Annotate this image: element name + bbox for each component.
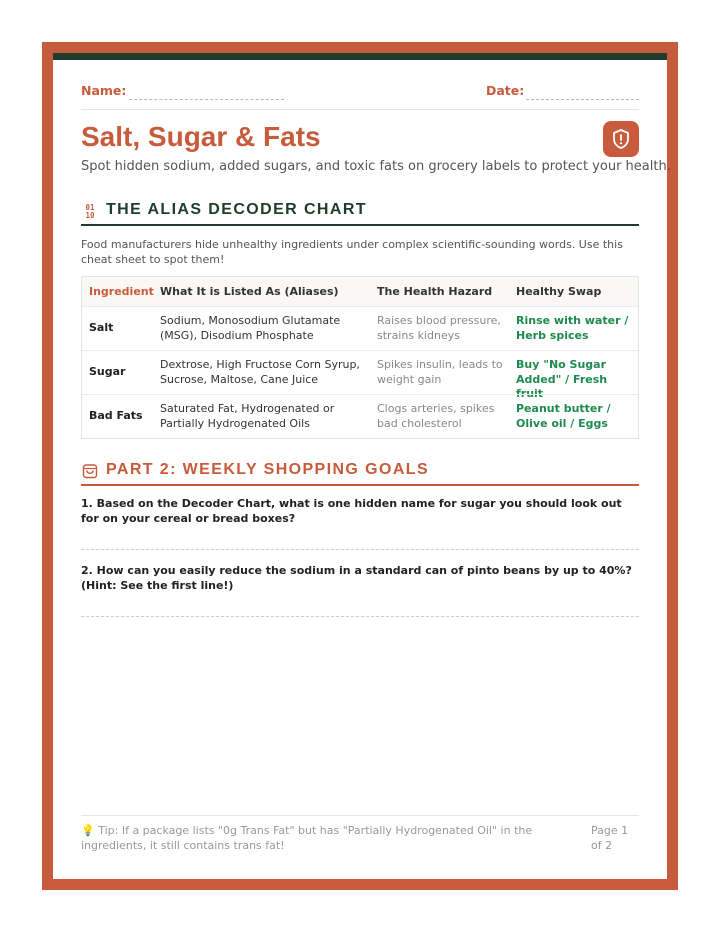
page-border bbox=[42, 42, 678, 890]
table-row bbox=[82, 306, 638, 350]
aliases-cell: Dextrose, High Fructose Corn Syrup, Sucrose, Maltose, Cane Juice bbox=[160, 358, 360, 386]
column-header: Ingredient bbox=[89, 285, 154, 298]
hazard-cell: Spikes insulin, leads to weight gain bbox=[377, 358, 503, 386]
section-heading: THE ALIAS DECODER CHART bbox=[106, 201, 367, 218]
column-header: What It is Listed As (Aliases) bbox=[160, 285, 339, 298]
section-alias-decoder-header bbox=[81, 198, 639, 224]
shield-alert-icon bbox=[603, 121, 639, 157]
aliases-cell: Sodium, Monosodium Glutamate (MSG), Disodium Phosphate bbox=[160, 314, 341, 342]
question-1: 1. Based on the Decoder Chart, what is one hidden name for sugar you should look out for on your cereal or bread boxes? bbox=[81, 497, 622, 525]
lightbulb-icon: 💡 bbox=[81, 824, 95, 837]
ingredient-cell: Bad Fats bbox=[89, 409, 143, 422]
table-header-row bbox=[82, 277, 638, 306]
hazard-cell: Raises blood pressure, strains kidneys bbox=[377, 314, 501, 342]
top-accent-bar bbox=[53, 53, 667, 60]
shopping-bag-icon bbox=[81, 462, 99, 480]
question-2: 2. How can you easily reduce the sodium in a standard can of pinto beans by up to 40%? (Hint: See the first line!) bbox=[81, 564, 632, 592]
swap-cell: Peanut butter / Olive oil / Eggs bbox=[516, 402, 611, 430]
page-number: Page 1 of 2 bbox=[591, 824, 629, 852]
svg-text:01: 01 bbox=[85, 203, 95, 212]
alias-decoder-table bbox=[81, 276, 639, 439]
section-heading: PART 2: WEEKLY SHOPPING GOALS bbox=[106, 461, 430, 478]
page-title: Salt, Sugar & Fats bbox=[81, 121, 321, 152]
section-intro: Food manufacturers hide unhealthy ingredients under complex scientific-sounding words. Use this cheat sheet to spot them! bbox=[81, 238, 623, 266]
date-label: Date: bbox=[486, 83, 525, 98]
column-header: Healthy Swap bbox=[516, 285, 602, 298]
section-divider bbox=[81, 224, 639, 226]
table-row bbox=[82, 394, 638, 438]
tip-content: Tip: If a package lists "0g Trans Fat" but has "Partially Hydrogenated Oil" in the ingredients, it still contains trans fat! bbox=[81, 824, 533, 852]
ingredient-cell: Sugar bbox=[89, 365, 126, 378]
answer-line-1[interactable] bbox=[81, 549, 639, 550]
worksheet-page bbox=[53, 53, 671, 879]
date-field[interactable] bbox=[526, 98, 639, 100]
answer-line-2[interactable] bbox=[81, 616, 639, 617]
aliases-cell: Saturated Fat, Hydrogenated or Partially Hydrogenated Oils bbox=[160, 402, 335, 430]
name-field[interactable] bbox=[129, 98, 284, 100]
ingredient-cell: Salt bbox=[89, 321, 114, 334]
section-divider bbox=[81, 484, 639, 486]
page-subtitle: Spot hidden sodium, added sugars, and toxic fats on grocery labels to protect your health. bbox=[81, 159, 671, 174]
column-header: The Health Hazard bbox=[377, 285, 493, 298]
swap-cell: Rinse with water / Herb spices bbox=[516, 314, 629, 342]
section-shopping-goals-header bbox=[81, 458, 639, 484]
swap-cell: Buy "No Sugar Added" / Fresh fruit bbox=[516, 358, 608, 400]
name-label: Name: bbox=[81, 83, 127, 98]
footer bbox=[81, 815, 639, 852]
hazard-cell: Clogs arteries, spikes bad cholesterol bbox=[377, 402, 495, 430]
name-date-row bbox=[81, 83, 639, 110]
svg-text:10: 10 bbox=[85, 211, 95, 220]
binary-icon bbox=[81, 202, 99, 220]
tip-text bbox=[81, 824, 586, 853]
table-row bbox=[82, 350, 638, 400]
